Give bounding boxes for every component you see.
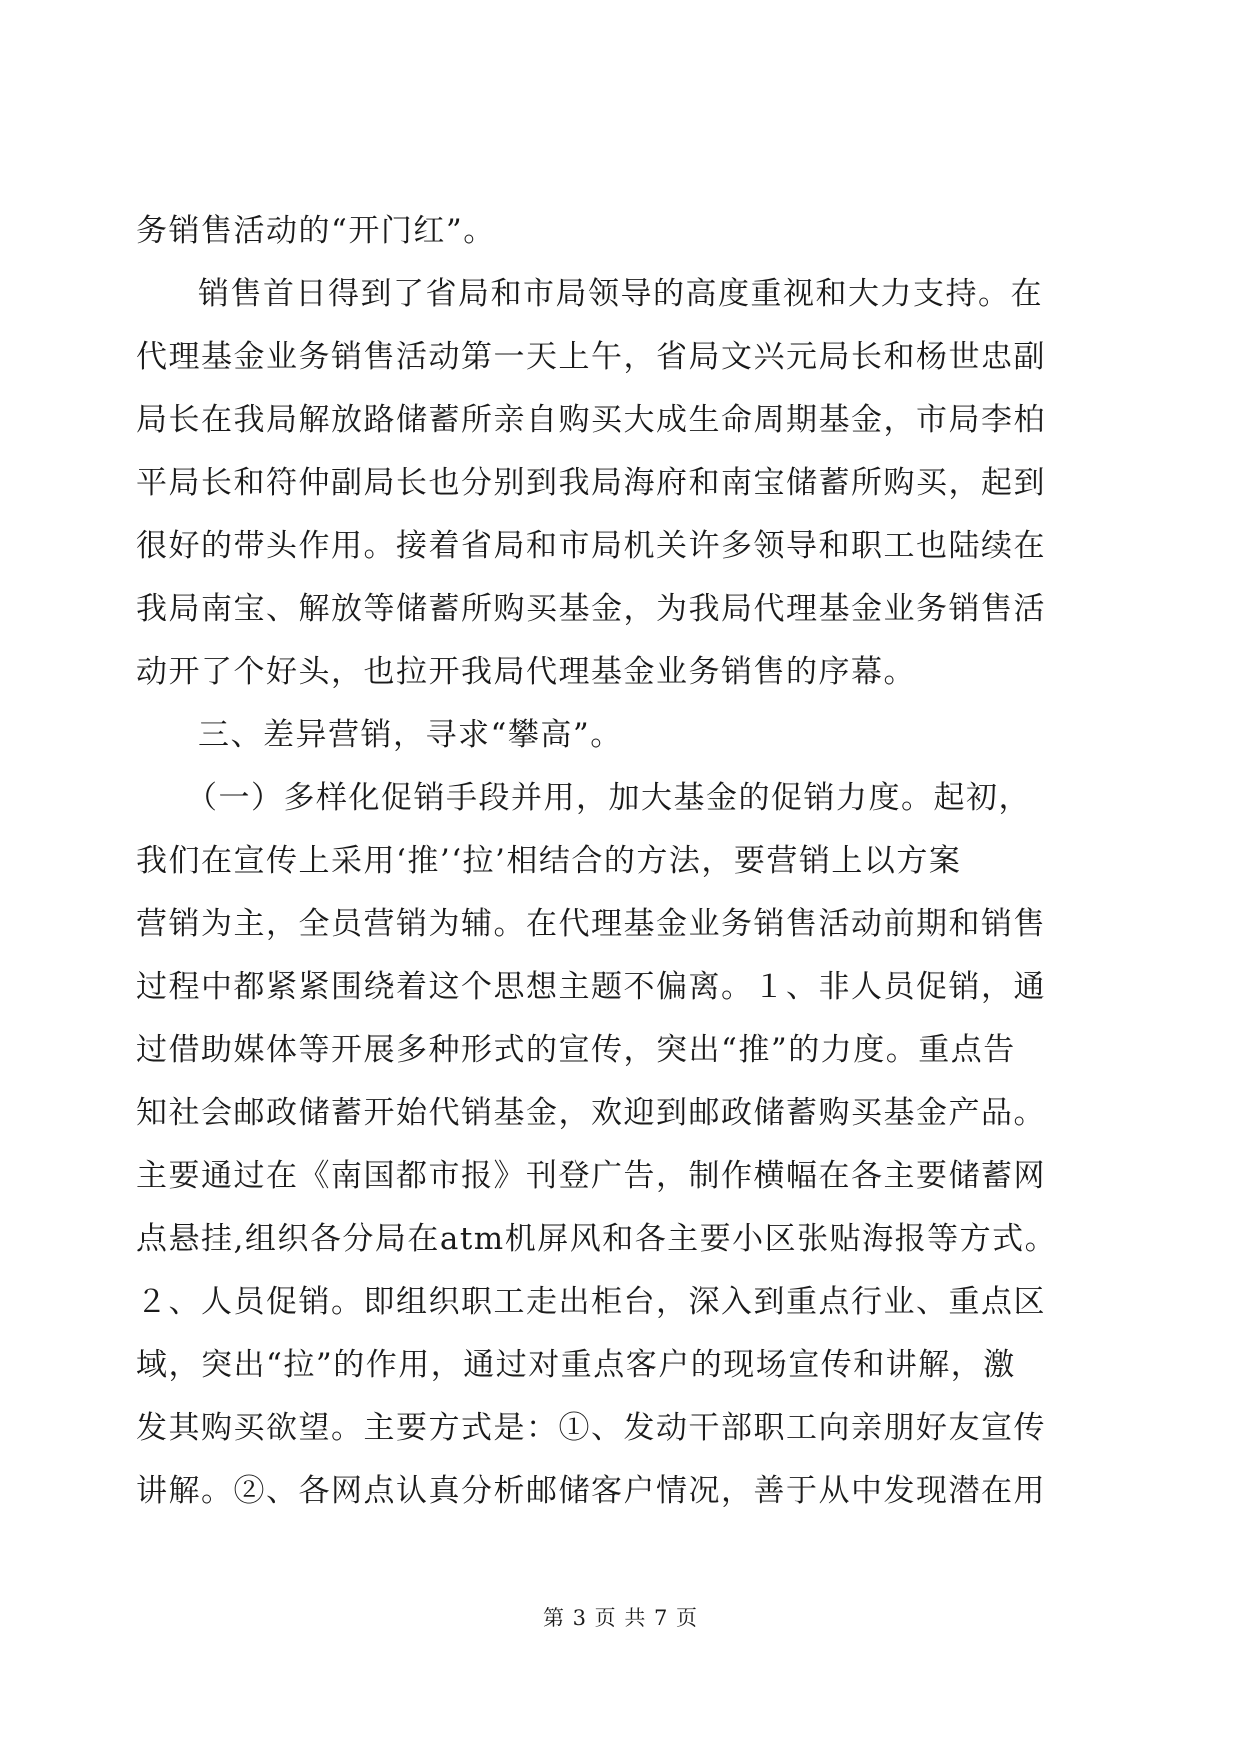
text-line: 营销为主，全员营销为辅。在代理基金业务销售活动前期和销售 — [136, 906, 1046, 942]
text-line: 主要通过在《南国都市报》刊登广告，制作横幅在各主要储蓄网 — [136, 1158, 1046, 1194]
text-line: 我局南宝、解放等储蓄所购买基金，为我局代理基金业务销售活 — [136, 591, 1046, 627]
text-line: 务销售活动的“开门红”。 — [136, 213, 496, 249]
text-line: 平局长和符仲副局长也分别到我局海府和南宝储蓄所购买，起到 — [136, 465, 1046, 501]
text-line: 过程中都紧紧围绕着这个思想主题不偏离。１、非人员促销，通 — [136, 969, 1046, 1005]
text-line: 局长在我局解放路储蓄所亲自购买大成生命周期基金，市局李柏 — [136, 402, 1046, 438]
text-line: 动开了个好头，也拉开我局代理基金业务销售的序幕。 — [136, 654, 916, 690]
text-line: 讲解。②、各网点认真分析邮储客户情况，善于从中发现潜在用 — [136, 1473, 1046, 1509]
text-line: ２、人员促销。即组织职工走出柜台，深入到重点行业、重点区 — [136, 1284, 1046, 1320]
text-line: 发其购买欲望。主要方式是：①、发动干部职工向亲朋好友宣传 — [136, 1410, 1046, 1446]
body-text — [136, 200, 1096, 1523]
text-line: 知社会邮政储蓄开始代销基金，欢迎到邮政储蓄购买基金产品。 — [136, 1095, 1046, 1131]
text-line: 代理基金业务销售活动第一天上午，省局文兴元局长和杨世忠副 — [136, 339, 1046, 375]
text-line: 我们在宣传上采用‘推’‘拉’相结合的方法，要营销上以方案 — [136, 843, 962, 879]
paragraph-first-line: 销售首日得到了省局和市局领导的高度重视和大力支持。在 — [198, 276, 1043, 312]
section-heading: 三、差异营销，寻求“攀高”。 — [198, 717, 623, 753]
paragraph-first-line: （一）多样化促销手段并用，加大基金的促销力度。起初， — [186, 780, 1031, 816]
text-line: 很好的带头作用。接着省局和市局机关许多领导和职工也陆续在 — [136, 528, 1046, 564]
text-line: 域，突出“拉”的作用，通过对重点客户的现场宣传和讲解，激 — [136, 1347, 1016, 1383]
text-line: 过借助媒体等开展多种形式的宣传，突出“推”的力度。重点告 — [136, 1032, 1016, 1068]
text-line: 点悬挂,组织各分局在atm机屏风和各主要小区张贴海报等方式。 — [136, 1221, 1058, 1257]
page-number-footer: 第 3 页 共 7 页 — [542, 1606, 699, 1630]
